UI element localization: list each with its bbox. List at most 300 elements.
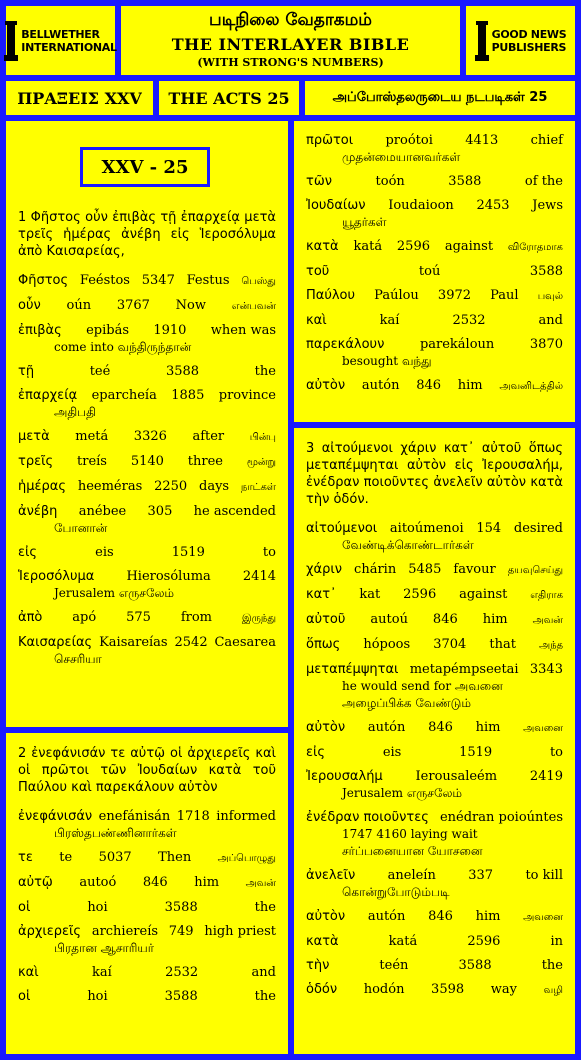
tamil-gloss: அவனை	[523, 912, 563, 923]
strongs-number: 3588	[448, 174, 482, 189]
word-entry	[306, 768, 563, 802]
right-logo-line2: PUBLISHERS	[491, 40, 567, 54]
word-entry-line	[306, 719, 563, 737]
greek-word: τῇ	[18, 364, 35, 379]
strongs-number: 2532	[165, 965, 199, 980]
english-gloss: high priest	[204, 924, 276, 939]
transliteration: proótoi	[385, 133, 433, 148]
greek-word: Ἰερουσαλήμ	[306, 769, 383, 784]
wrapped-gloss: அதிபதி	[54, 405, 96, 419]
tamil-gloss: வழி	[543, 985, 563, 996]
transliteration: autoó	[79, 875, 117, 890]
word-entry-line	[306, 661, 563, 678]
transliteration: hoi	[87, 900, 108, 915]
tamil-gloss: அவனை	[523, 723, 563, 734]
book-tamil: அப்போஸ்தலருடைய நடபடிகள் 25	[302, 78, 578, 118]
english-gloss: and	[538, 313, 563, 328]
word-entry-line	[18, 387, 276, 404]
word-entry	[306, 957, 563, 974]
english-gloss: Paul	[490, 288, 519, 303]
word-entry-line	[306, 867, 563, 884]
tamil-gloss: விரோதமாக	[507, 242, 563, 253]
strongs-number: 846	[428, 909, 453, 924]
word-entry-line	[18, 272, 276, 290]
greek-word: κατὰ	[306, 934, 339, 949]
panel-verse-3	[291, 425, 578, 1057]
word-entry	[306, 719, 563, 737]
transliteration: chárin	[354, 562, 397, 577]
greek-word: χάριν	[306, 562, 342, 577]
greek-word: παρεκάλουν	[306, 337, 385, 352]
transliteration: Ierousaleém	[415, 769, 498, 784]
wrapped-gloss: 1747 4160 laying wait சர்ப்பனையான யோசனை	[342, 827, 483, 858]
transliteration: autón	[367, 720, 406, 735]
word-entry	[306, 377, 563, 395]
greek-word: καὶ	[18, 965, 39, 980]
word-entry-line	[18, 322, 276, 339]
transliteration: metapémpseetai	[409, 662, 519, 677]
word-entry-line	[306, 377, 563, 395]
word-entry	[306, 312, 563, 329]
header-title-box	[118, 3, 463, 78]
word-entry	[18, 363, 276, 380]
verse-2-cont-body	[306, 125, 563, 395]
transliteration: kat	[359, 587, 381, 602]
greek-word: οὖν	[18, 298, 41, 313]
transliteration: apó	[72, 610, 97, 625]
word-entry-line	[18, 899, 276, 916]
english-gloss: the	[254, 900, 276, 915]
transliteration: treís	[77, 454, 107, 469]
word-entry	[18, 874, 276, 892]
word-entry-line	[18, 297, 276, 315]
strongs-number: 3972	[437, 288, 472, 303]
word-entry	[306, 287, 563, 305]
english-gloss: Then	[158, 850, 192, 865]
strongs-number: 1910	[153, 323, 187, 338]
greek-word: αὐτὸν	[306, 378, 346, 393]
transliteration: kaí	[379, 313, 400, 328]
word-entry	[306, 197, 563, 231]
greek-word: ὁδόν	[306, 982, 338, 997]
greek-word: ἐπιβὰς	[18, 323, 62, 338]
greek-word: τῶν	[306, 174, 332, 189]
word-entry	[18, 808, 276, 842]
word-entry-line	[18, 503, 276, 520]
english-gloss: to kill	[525, 868, 563, 883]
english-gloss: the	[541, 958, 563, 973]
word-entry	[306, 908, 563, 926]
transliteration: Kaisareías	[99, 635, 168, 650]
greek-word: ἀρχιερεῖς	[18, 924, 82, 939]
word-entry	[18, 964, 276, 981]
word-entry	[18, 899, 276, 916]
greek-word: ἐνεφάνισάν	[18, 809, 93, 824]
greek-word: τε	[18, 850, 33, 865]
transliteration: hodón	[363, 982, 405, 997]
strongs-number: 3326	[133, 429, 167, 444]
word-entry	[306, 981, 563, 999]
wrapped-gloss: வேண்டிக்கொண்டார்கள்	[342, 538, 474, 552]
greek-word: Ἱεροσόλυμα	[18, 569, 95, 584]
word-entry-line	[306, 132, 563, 149]
greek-word: ἐνέδραν ποιοῦντες	[306, 810, 429, 825]
word-entry-line	[18, 544, 276, 561]
english-gloss: him	[194, 875, 220, 890]
greek-word: εἰς	[18, 545, 38, 560]
tamil-gloss: இருந்து	[241, 613, 276, 624]
english-gloss: the	[254, 989, 276, 1004]
english-gloss: informed	[216, 809, 276, 824]
greek-word: ὅπως	[306, 637, 341, 652]
word-entry-line	[18, 568, 276, 585]
strongs-number: 2453	[476, 198, 510, 213]
transliteration: teén	[379, 958, 409, 973]
english-gloss: the	[254, 364, 276, 379]
verse-2-cont-words	[306, 132, 563, 395]
word-entry	[18, 453, 276, 471]
strongs-number: 3704	[433, 637, 467, 652]
tamil-gloss: அப்பொழுது	[217, 853, 276, 864]
word-entry-line	[18, 453, 276, 471]
tamil-gloss: நாட்கள்	[240, 482, 276, 493]
verse-1-words	[18, 272, 276, 668]
tamil-gloss: அவன்	[245, 878, 276, 889]
greek-word: Καισαρείας	[18, 635, 93, 650]
english-gloss: of the	[524, 174, 563, 189]
wrapped-gloss: செசரியா	[54, 652, 102, 666]
book-greek: ΠΡΑΞΕΙΣ XXV	[3, 78, 156, 118]
strongs-number: 154	[476, 521, 502, 536]
word-entry	[18, 609, 276, 627]
word-entry-line	[306, 636, 563, 654]
transliteration: epibás	[86, 323, 129, 338]
strongs-number: 2532	[452, 313, 486, 328]
strongs-number: 2414	[242, 569, 276, 584]
strongs-number: 3588	[164, 900, 198, 915]
word-entry	[306, 661, 563, 712]
transliteration: metá	[75, 429, 109, 444]
word-entry-line	[306, 744, 563, 761]
word-entry-line	[18, 988, 276, 1005]
wrapped-gloss: முதன்மையானவர்கள்	[342, 150, 461, 164]
english-gloss: Jews	[532, 198, 563, 213]
wrapped-gloss: பிரதான ஆசாரியர்	[54, 941, 154, 955]
strongs-number: 575	[126, 610, 151, 625]
wrapped-gloss: யூதர்கள்	[342, 215, 387, 229]
wrapped-gloss: கொன்றுபோடும்படி	[342, 885, 450, 899]
strongs-number: 3870	[529, 337, 563, 352]
strongs-number: 2542	[174, 635, 208, 650]
transliteration: Feéstos	[79, 273, 130, 288]
wrapped-gloss: he would send for அவனை அழைப்பிக்க வேண்டும்	[342, 679, 503, 710]
left-logo-line1: BELLWETHER	[21, 27, 100, 41]
strongs-number: 846	[428, 720, 453, 735]
word-entry-line	[306, 768, 563, 785]
word-entry	[306, 933, 563, 950]
word-entry	[18, 568, 276, 602]
english-gloss: him	[475, 909, 501, 924]
strongs-number: 1885	[171, 388, 205, 403]
word-entry	[306, 809, 563, 860]
english-gloss: that	[489, 637, 516, 652]
strongs-number: 3598	[431, 982, 465, 997]
transliteration: teé	[89, 364, 111, 379]
english-gloss: to	[549, 745, 563, 760]
wrapped-gloss: பிரஸ்தபண்ணினார்கள்	[54, 826, 177, 840]
panel-verse-1	[3, 118, 291, 730]
greek-word: μεταπέμψηται	[306, 662, 399, 677]
word-entry-line	[306, 312, 563, 329]
transliteration: hoi	[87, 989, 108, 1004]
greek-word: ἐπαρχείᾳ	[18, 388, 78, 403]
word-entry	[18, 923, 276, 957]
wrapped-gloss: போனான்	[54, 521, 108, 535]
word-entry	[306, 586, 563, 604]
strongs-number: 4413	[465, 133, 499, 148]
verse-2-text: 2 ἐνεφάνισάν τε αὐτῷ οἱ ἀρχιερεῖς καὶ οἱ πρῶτοι τῶν Ἰουδαίων κατὰ τοῦ Παύλου καὶ παρεκάλουν αὐτὸν	[18, 746, 276, 795]
english-gloss: province	[218, 388, 276, 403]
right-logo-line1: GOOD NEWS	[491, 27, 567, 41]
verse-2-words	[18, 808, 276, 1005]
strongs-number: 2419	[529, 769, 563, 784]
transliteration: katá	[353, 239, 383, 254]
english-gloss: to	[262, 545, 276, 560]
greek-word: τὴν	[306, 958, 330, 973]
transliteration: toón	[375, 174, 405, 189]
transliteration: archiereís	[91, 924, 159, 939]
english-gloss: and	[251, 965, 276, 980]
word-entry-line	[306, 981, 563, 999]
book-english: THE ACTS 25	[156, 78, 302, 118]
word-entry-line	[306, 908, 563, 926]
pillar-icon	[4, 21, 18, 61]
strongs-number: 1519	[171, 545, 205, 560]
transliteration: Paúlou	[374, 288, 419, 303]
tamil-gloss: என்பவன்	[231, 301, 276, 312]
word-entry	[306, 238, 563, 256]
strongs-number: 305	[147, 504, 173, 519]
tamil-gloss: அந்த	[538, 640, 563, 651]
english-gloss: when was	[210, 323, 276, 338]
english-gloss: Caesarea	[214, 635, 276, 650]
strongs-number: 5140	[130, 454, 164, 469]
panel-verse-2-cont	[291, 118, 578, 425]
tamil-gloss: பெஸ்து	[241, 276, 276, 287]
word-entry-line	[18, 874, 276, 892]
word-entry-line	[306, 561, 563, 579]
strongs-number: 1519	[459, 745, 493, 760]
verse-1-text: 1 Φῆστος οὖν ἐπιβὰς τῇ ἐπαρχείᾳ μετὰ τρεῖς ἡμέρας ἀνέβη εἰς Ἱεροσόλυμα ἀπὸ Καισαρείας,	[18, 210, 276, 259]
strongs-number: 5037	[98, 850, 132, 865]
word-entry	[18, 428, 276, 446]
strongs-number: 337	[468, 868, 494, 883]
transliteration: enefánisán	[98, 809, 171, 824]
word-entry	[306, 611, 563, 629]
tamil-gloss: பின்பு	[249, 432, 276, 443]
word-entry	[306, 636, 563, 654]
chapter-tag: XXV - 25	[80, 147, 210, 187]
english-gloss: three	[187, 454, 223, 469]
greek-word: κατὰ	[306, 239, 339, 254]
word-entry-line	[18, 609, 276, 627]
greek-word: ἀνελεῖν	[306, 868, 356, 883]
strongs-number: 3588	[165, 364, 200, 379]
word-entry	[306, 561, 563, 579]
greek-word: αὐτοῦ	[306, 612, 346, 627]
greek-word: κατ᾽	[306, 587, 337, 602]
transliteration: kaí	[91, 965, 112, 980]
word-entry-line	[306, 611, 563, 629]
word-entry-line	[18, 964, 276, 981]
word-entry-line	[306, 238, 563, 256]
english-gloss: against	[459, 587, 508, 602]
transliteration: hópoos	[363, 637, 411, 652]
english-gloss: him	[475, 720, 501, 735]
greek-word: αὐτὸν	[306, 909, 346, 924]
word-entry-line	[18, 478, 276, 496]
transliteration: autón	[367, 909, 406, 924]
strongs-number: 846	[416, 378, 442, 393]
right-logo	[463, 3, 578, 78]
word-entry	[18, 297, 276, 315]
greek-word: οἱ	[18, 989, 31, 1004]
title-main: THE INTERLAYER BIBLE	[171, 35, 410, 54]
transliteration: enédran poioúntes	[439, 810, 563, 825]
transliteration: heeméras	[77, 479, 143, 494]
word-entry	[18, 478, 276, 496]
english-gloss: from	[180, 610, 212, 625]
word-entry	[18, 988, 276, 1005]
title-sub: (WITH STRONG'S NUMBERS)	[197, 56, 384, 69]
english-gloss: him	[482, 612, 508, 627]
transliteration: autoú	[370, 612, 408, 627]
word-entry-line	[18, 363, 276, 380]
english-gloss: Festus	[186, 273, 230, 288]
strongs-number: 3588	[529, 264, 563, 279]
english-gloss: way	[490, 982, 517, 997]
strongs-number: 2596	[396, 239, 430, 254]
transliteration: te	[59, 850, 73, 865]
english-gloss: he ascended	[193, 504, 276, 519]
word-entry	[306, 336, 563, 370]
transliteration: eis	[95, 545, 114, 560]
wrapped-gloss: besought வந்து	[342, 354, 432, 368]
word-entry	[306, 867, 563, 901]
greek-word: ἀνέβη	[18, 504, 58, 519]
strongs-number: 3588	[458, 958, 492, 973]
word-entry-line	[306, 336, 563, 353]
strongs-number: 1718	[176, 809, 210, 824]
transliteration: katá	[388, 934, 418, 949]
greek-word: ἡμέρας	[18, 479, 66, 494]
greek-word: αἰτούμενοι	[306, 521, 378, 536]
word-entry	[18, 544, 276, 561]
strongs-number: 2596	[403, 587, 437, 602]
english-gloss: desired	[513, 521, 563, 536]
greek-word: τρεῖς	[18, 454, 54, 469]
english-gloss: in	[550, 934, 563, 949]
transliteration: aitoúmenoi	[389, 521, 464, 536]
word-entry-line	[306, 263, 563, 280]
word-entry-line	[306, 933, 563, 950]
left-logo-line2: INTERNATIONAL	[21, 40, 117, 54]
word-entry-line	[18, 428, 276, 446]
greek-word: καὶ	[306, 313, 327, 328]
word-entry-line	[306, 197, 563, 214]
word-entry-line	[306, 586, 563, 604]
transliteration: eparcheía	[91, 388, 157, 403]
wrapped-gloss: come into வந்திருந்தான்	[54, 340, 192, 354]
greek-word: πρῶτοι	[306, 133, 354, 148]
strongs-number: 3588	[164, 989, 198, 1004]
english-gloss: favour	[453, 562, 496, 577]
transliteration: parekáloun	[419, 337, 495, 352]
greek-word: Παύλου	[306, 288, 356, 303]
greek-word: μετὰ	[18, 429, 50, 444]
greek-word: εἰς	[306, 745, 326, 760]
tamil-gloss: அவனிடத்தில்	[499, 381, 563, 392]
word-entry	[18, 387, 276, 421]
strongs-number: 846	[432, 612, 458, 627]
verse-3-text: 3 αἰτούμενοι χάριν κατ᾽ αὐτοῦ ὅπως μεταπέμψηται αὐτὸν εἰς Ἰερουσαλήμ, ἐνέδραν ποιοῦντες ἀνελεῖν αὐτὸν κατὰ τὴν ὁδόν.	[306, 441, 563, 507]
strongs-number: 5347	[141, 273, 175, 288]
word-entry	[306, 173, 563, 190]
word-entry	[18, 322, 276, 356]
pillar-icon	[475, 21, 489, 61]
strongs-number: 5485	[408, 562, 442, 577]
left-logo	[3, 3, 118, 78]
transliteration: oún	[66, 298, 92, 313]
strongs-number: 3767	[116, 298, 150, 313]
english-gloss: after	[192, 429, 225, 444]
english-gloss: chief	[530, 133, 563, 148]
word-entry-line	[306, 520, 563, 537]
verse-2-body	[18, 745, 276, 1005]
word-entry	[306, 520, 563, 554]
verse-1-body	[18, 209, 276, 668]
transliteration: toú	[418, 264, 441, 279]
english-gloss: days	[199, 479, 230, 494]
transliteration: Ioudaioon	[388, 198, 454, 213]
word-entry-line	[306, 173, 563, 190]
tamil-gloss: எதிராக	[530, 590, 563, 601]
word-entry-line	[306, 957, 563, 974]
greek-word: οἱ	[18, 900, 31, 915]
transliteration: aneleín	[387, 868, 436, 883]
word-entry-line	[18, 923, 276, 940]
word-entry	[18, 849, 276, 867]
transliteration: eis	[382, 745, 402, 760]
tamil-gloss: மூன்று	[246, 457, 276, 468]
greek-word: τοῦ	[306, 264, 330, 279]
english-gloss: against	[444, 239, 494, 254]
wrapped-gloss: Jerusalem எருசலேம்	[342, 786, 463, 800]
strongs-number: 2250	[154, 479, 188, 494]
strongs-number: 2596	[467, 934, 501, 949]
panel-verse-2	[3, 730, 291, 1057]
transliteration: Hierosóluma	[126, 569, 211, 584]
english-gloss: Now	[175, 298, 207, 313]
word-entry	[306, 744, 563, 761]
word-entry-line	[306, 809, 563, 826]
verse-3-words	[306, 520, 563, 999]
greek-word: Ἰουδαίων	[306, 198, 366, 213]
wrapped-gloss: Jerusalem எருசலேம்	[54, 586, 175, 600]
word-entry-line	[18, 849, 276, 867]
tamil-gloss: தயவுசெய்து	[507, 565, 563, 576]
word-entry	[18, 634, 276, 668]
